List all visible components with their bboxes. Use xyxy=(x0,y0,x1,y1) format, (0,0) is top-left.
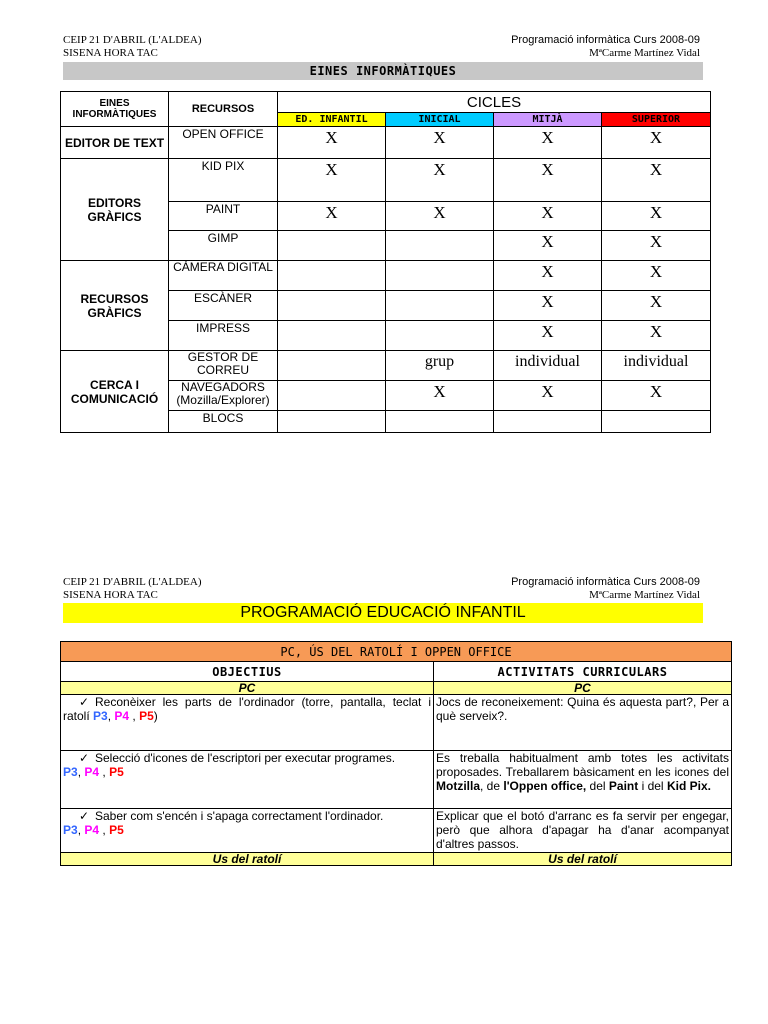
activity-cell xyxy=(434,809,732,853)
programme-title: Programació informàtica Curs 2008-09 xyxy=(511,34,700,46)
cycle-header: INICIAL xyxy=(386,113,494,127)
section-title-tools: EINES INFORMÀTIQUES xyxy=(63,62,703,80)
cycle-mark: X xyxy=(494,321,602,351)
cycle-mark xyxy=(386,291,494,321)
table-title: PC, ÚS DEL RATOLÍ I OPPEN OFFICE xyxy=(61,642,732,662)
column-header-activities: ACTIVITATS CURRICULARS xyxy=(434,662,732,682)
table-row xyxy=(61,751,732,809)
subheader-ratoli: Us del ratolí xyxy=(434,853,732,866)
cycle-mark xyxy=(278,411,386,433)
tool-group-name: EDITOR DE TEXT xyxy=(61,127,169,159)
cycle-mark: individual xyxy=(602,351,711,381)
activity-text: Kid Pix. xyxy=(666,779,711,793)
level-badge: P3 xyxy=(93,709,108,723)
level-badge: P4 xyxy=(84,765,100,779)
column-header-cicles: CICLES xyxy=(278,92,711,113)
subheader-pc: PC xyxy=(61,682,434,695)
table-row xyxy=(61,351,711,381)
cycle-mark xyxy=(278,261,386,291)
objective-cell: ✓ Reconèixer les parts de l'ordinador (torre, pantalla, teclat i ratolí P3, P4 , P5) xyxy=(61,695,434,751)
cycle-mark: X xyxy=(494,291,602,321)
author-name: MªCarme Martínez Vidal xyxy=(589,589,700,601)
objective-text: Saber com s'encén i s'apaga correctament l'ordinador. xyxy=(95,809,384,823)
level-badge: P4 xyxy=(84,823,100,837)
activity-text: Jocs de reconeixement: Quina és aquesta part?, Per a què serveix?. xyxy=(436,695,729,723)
resource-name: GIMP xyxy=(169,231,278,261)
author-name: MªCarme Martínez Vidal xyxy=(589,47,700,59)
activity-text: i del xyxy=(638,779,667,793)
school-name: CEIP 21 D'ABRIL (L'ALDEA) xyxy=(63,576,202,588)
cycle-mark: X xyxy=(602,127,711,159)
level-badge: P5 xyxy=(139,709,154,723)
cycle-mark xyxy=(278,381,386,411)
resource-name: CÀMERA DIGITAL xyxy=(169,261,278,291)
activity-text: l'Oppen office, xyxy=(503,779,587,793)
level-badge: P3 xyxy=(63,823,78,837)
activity-cell xyxy=(434,751,732,809)
programme-title: Programació informàtica Curs 2008-09 xyxy=(511,576,700,588)
tool-group-name: RECURSOS GRÀFICS xyxy=(61,261,169,351)
cycle-mark: X xyxy=(386,381,494,411)
cycle-mark: X xyxy=(494,261,602,291)
cycle-mark: X xyxy=(602,291,711,321)
level-badge: P4 xyxy=(114,709,130,723)
table-row xyxy=(61,261,711,291)
objective-cell: ✓ Selecció d'icones de l'escriptori per executar programes. P3, P4 , P5 xyxy=(61,751,434,809)
activity-text: Es treballa habitualment amb totes les activitats proposades. Treballarem bàsicament en les icones del xyxy=(436,751,729,779)
cycle-mark: X xyxy=(278,159,386,202)
resource-name: BLOCS xyxy=(169,411,278,433)
cycle-mark: X xyxy=(278,127,386,159)
cycle-mark xyxy=(386,321,494,351)
cycle-mark xyxy=(278,321,386,351)
cycle-mark: X xyxy=(278,202,386,231)
cycle-header: MITJÀ xyxy=(494,113,602,127)
activity-text: Explicar que el botó d'arranc es fa servir per engegar, però que alhora d'apagar ha d'anar acompanyat d'altres passos. xyxy=(436,809,729,851)
cycle-mark: individual xyxy=(494,351,602,381)
activity-cell xyxy=(434,695,732,751)
cycle-mark: X xyxy=(602,159,711,202)
objective-text: Reconèixer les parts de l'ordinador (torre, pantalla, teclat i ratolí xyxy=(63,695,431,723)
column-header-resources: RECURSOS xyxy=(169,92,278,127)
checkmark-icon: ✓ xyxy=(79,695,90,709)
subheader-pc: PC xyxy=(434,682,732,695)
level-badge: P5 xyxy=(109,823,124,837)
cycle-mark xyxy=(602,411,711,433)
session-name: SISENA HORA TAC xyxy=(63,47,158,59)
tool-group-name: CERCA I COMUNICACIÓ xyxy=(61,351,169,433)
cycle-mark: X xyxy=(494,231,602,261)
subheader-ratoli: Us del ratolí xyxy=(61,853,434,866)
cycle-mark xyxy=(386,261,494,291)
resource-name: OPEN OFFICE xyxy=(169,127,278,159)
table-row xyxy=(61,809,732,853)
cycle-header: ED. INFANTIL xyxy=(278,113,386,127)
cycle-mark xyxy=(278,231,386,261)
cycle-mark: X xyxy=(602,202,711,231)
table-row xyxy=(61,695,732,751)
cycle-mark: X xyxy=(494,381,602,411)
cycle-mark: X xyxy=(602,261,711,291)
cycle-mark: X xyxy=(386,202,494,231)
infantil-programme-table xyxy=(60,641,732,866)
resource-name: IMPRESS xyxy=(169,321,278,351)
resource-name: ESCÀNER xyxy=(169,291,278,321)
column-header-objectives: OBJECTIUS xyxy=(61,662,434,682)
column-header-tools: EINES INFORMÀTIQUES xyxy=(61,92,169,127)
activity-text: del xyxy=(586,779,609,793)
school-name: CEIP 21 D'ABRIL (L'ALDEA) xyxy=(63,34,202,46)
resource-name: GESTOR DE CORREU xyxy=(169,351,278,381)
resource-name: NAVEGADORS (Mozilla/Explorer) xyxy=(169,381,278,411)
level-badge: P3 xyxy=(63,765,78,779)
objective-text: Selecció d'icones de l'escriptori per executar programes. xyxy=(95,751,396,765)
activity-text: , de xyxy=(480,779,504,793)
session-name: SISENA HORA TAC xyxy=(63,589,158,601)
cycle-mark: X xyxy=(602,381,711,411)
cycle-mark xyxy=(386,411,494,433)
cycle-mark: X xyxy=(494,127,602,159)
cycle-mark xyxy=(494,411,602,433)
tool-group-name: EDITORS GRÀFICS xyxy=(61,159,169,261)
cycle-header: SUPERIOR xyxy=(602,113,711,127)
cycle-mark: X xyxy=(494,202,602,231)
cycle-mark: X xyxy=(602,321,711,351)
cycle-mark xyxy=(278,291,386,321)
resource-name: PAINT xyxy=(169,202,278,231)
activity-text: Paint xyxy=(608,779,639,793)
cycle-mark: X xyxy=(494,159,602,202)
objective-cell: ✓ Saber com s'encén i s'apaga correctament l'ordinador. P3, P4 , P5 xyxy=(61,809,434,853)
cycle-mark xyxy=(278,351,386,381)
cycle-mark: X xyxy=(602,231,711,261)
cycle-mark: X xyxy=(386,127,494,159)
tools-table xyxy=(60,91,711,433)
table-row xyxy=(61,159,711,202)
cycle-mark: X xyxy=(386,159,494,202)
level-badge: P5 xyxy=(109,765,124,779)
checkmark-icon: ✓ xyxy=(79,751,90,765)
checkmark-icon: ✓ xyxy=(79,809,90,823)
table-row xyxy=(61,127,711,159)
cycle-mark xyxy=(386,231,494,261)
resource-name: KID PIX xyxy=(169,159,278,202)
cycle-mark: grup xyxy=(386,351,494,381)
activity-text: Motzilla xyxy=(436,779,480,793)
section-title-infantil: PROGRAMACIÓ EDUCACIÓ INFANTIL xyxy=(63,603,703,623)
